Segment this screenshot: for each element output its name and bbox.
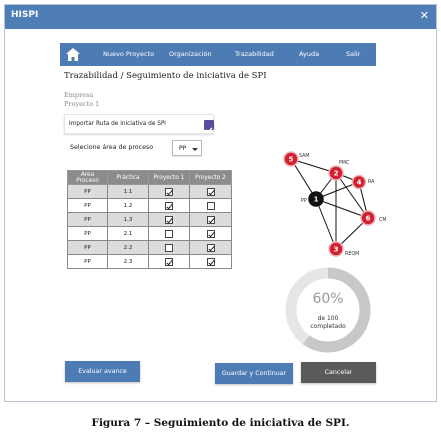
proyecto-1-cell (149, 213, 190, 227)
proyecto-2-cell (190, 213, 232, 227)
nav-item-ayuda[interactable]: Ayuda (299, 50, 320, 58)
progress-ring (283, 265, 373, 355)
progress-caption-2: completado (310, 323, 346, 330)
proyecto-2-checkbox[interactable] (207, 216, 215, 224)
process-area-select[interactable] (172, 140, 202, 156)
graph-edge-pp-cm (316, 199, 368, 218)
nav-item-nuevo-proyecto[interactable]: Nuevo Proyecto (103, 50, 155, 58)
proyecto-1-cell (149, 199, 190, 213)
practica-cell: 2.1 (108, 227, 149, 241)
nav-item-trazabilidad[interactable]: Trazabilidad (235, 50, 274, 58)
graph-node-label-pmc: PMC (339, 161, 350, 166)
process-area-graph (270, 145, 400, 265)
proyecto-1-checkbox[interactable] (165, 216, 173, 224)
practica-cell: 1.3 (108, 213, 149, 227)
table-row (68, 255, 232, 269)
graph-node-label-ra: RA (368, 180, 375, 185)
import-route-row (64, 114, 214, 134)
chevron-down-icon (192, 148, 198, 151)
practica-cell: 2.3 (108, 255, 149, 269)
proyecto-2-cell (190, 255, 232, 269)
title-bar (5, 5, 436, 29)
graph-node-number-sam: 5 (288, 155, 294, 164)
process-area-value: PP (179, 145, 187, 152)
progress-ring-graphic (283, 265, 373, 355)
practices-table (67, 170, 232, 269)
area-cell: PP (68, 255, 108, 269)
proyecto-2-checkbox[interactable] (207, 202, 215, 210)
area-cell: PP (68, 227, 108, 241)
proyecto-1-checkbox[interactable] (165, 202, 173, 210)
empresa-label: Empresa (64, 91, 94, 99)
proyecto-1-checkbox[interactable] (165, 258, 173, 266)
graph-node-label-pp: PP (301, 199, 307, 204)
graph-node-number-pp: 1 (313, 195, 319, 204)
proyecto-1-checkbox[interactable] (165, 244, 173, 252)
area-cell: PP (68, 199, 108, 213)
area-cell: PP (68, 241, 108, 255)
close-icon[interactable]: ✕ (419, 9, 429, 22)
check-icon (204, 125, 214, 135)
table-row (68, 213, 232, 227)
proyecto-2-checkbox[interactable] (207, 258, 215, 266)
import-route-label: Importar Ruta de iniciativa de SPi (69, 121, 166, 127)
table-row (68, 241, 232, 255)
graph-node-label-reqm: REQM (345, 252, 360, 257)
progress-percent: 60% (312, 291, 344, 307)
proyecto-1-cell (149, 227, 190, 241)
progress-caption-1: de 100 (317, 315, 339, 322)
graph-edge-pp-reqm (316, 199, 336, 249)
evaluate-progress-button[interactable]: Evaluar avance (65, 361, 140, 382)
table-row (68, 227, 232, 241)
graph-node-number-reqm: 3 (333, 245, 339, 254)
nav-bar (60, 43, 376, 66)
graph-node-number-pmc: 2 (333, 169, 339, 178)
area-cell: PP (68, 213, 108, 227)
practica-cell: 1.1 (108, 185, 149, 199)
header-practica: Práctica (108, 171, 149, 185)
header-area: Area Proceso (68, 171, 108, 185)
area-cell: PP (68, 185, 108, 199)
graph-node-number-cm: 6 (365, 214, 371, 223)
graph-node-number-ra: 4 (356, 178, 362, 187)
header-proyecto-2: Proyecto 2 (190, 171, 232, 185)
window-title: HISPI (11, 10, 39, 20)
proyecto-label: Proyecto 1 (64, 100, 100, 108)
header-proyecto-1: Proyecto 1 (149, 171, 190, 185)
save-continue-button[interactable]: Guardar y Continuar (215, 363, 293, 384)
proyecto-1-cell (149, 241, 190, 255)
proyecto-1-checkbox[interactable] (165, 230, 173, 238)
page-title: Trazabilidad / Seguimiento de iniciativa de SPI (64, 71, 267, 81)
proyecto-2-checkbox[interactable] (207, 188, 215, 196)
practica-cell: 2.2 (108, 241, 149, 255)
proyecto-1-checkbox[interactable] (165, 188, 173, 196)
table-row (68, 185, 232, 199)
figure-caption: Figura 7 – Seguimiento de iniciativa de SPI. (91, 417, 350, 429)
proyecto-2-cell (190, 241, 232, 255)
nav-item-salir[interactable]: Salir (346, 50, 361, 58)
home-icon[interactable] (66, 48, 80, 61)
graph-node-label-cm: CM (379, 218, 387, 223)
process-area-label: Selecione área de proceso (70, 144, 154, 151)
proyecto-2-cell (190, 227, 232, 241)
proyecto-1-cell (149, 185, 190, 199)
proyecto-1-cell (149, 255, 190, 269)
proyecto-2-checkbox[interactable] (207, 244, 215, 252)
nav-item-organizacion[interactable]: Organización (169, 50, 212, 58)
practica-cell: 1.2 (108, 199, 149, 213)
import-route-checkbox[interactable] (204, 120, 214, 130)
cancel-button[interactable]: Cancelar (301, 362, 376, 383)
proyecto-2-cell (190, 185, 232, 199)
proyecto-2-cell (190, 199, 232, 213)
graph-node-label-sam: SAM (299, 154, 310, 159)
proyecto-2-checkbox[interactable] (207, 230, 215, 238)
table-row (68, 199, 232, 213)
